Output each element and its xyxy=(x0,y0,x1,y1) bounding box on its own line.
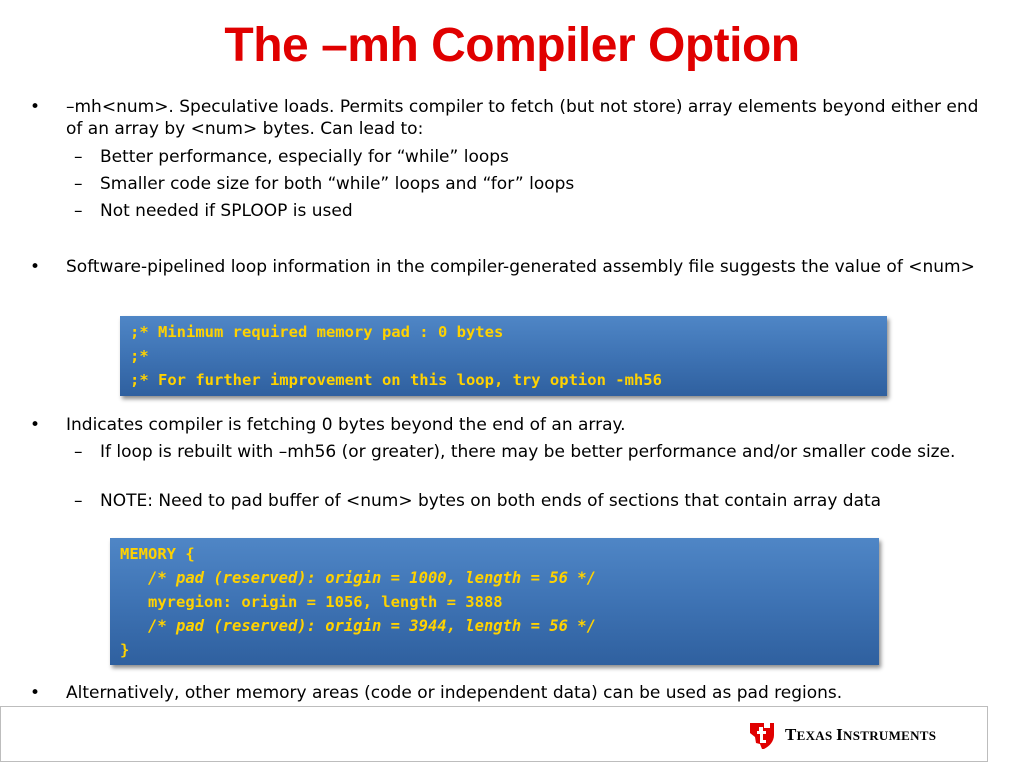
wordmark-part: T xyxy=(785,725,797,744)
code-line: ;* For further improvement on this loop, try option -mh56 xyxy=(130,371,662,389)
wordmark-part: EXAS xyxy=(796,728,837,743)
bullet-text: Software-pipelined loop information in the compiler-generated assembly file suggests the value of <num> xyxy=(66,257,975,277)
sub-dash: – xyxy=(74,174,83,194)
texas-instruments-logo-icon xyxy=(746,719,778,751)
sub-dash: – xyxy=(74,491,83,511)
wordmark-part: NSTRUMENTS xyxy=(843,728,937,743)
sub-text: Not needed if SPLOOP is used xyxy=(100,201,353,221)
sub-dash: – xyxy=(74,147,83,167)
code-line: /* pad (reserved): origin = 3944, length = 56 */ xyxy=(120,617,596,635)
sub-text: NOTE: Need to pad buffer of <num> bytes on both ends of sections that contain array data xyxy=(100,491,882,511)
bullet-text: Indicates compiler is fetching 0 bytes beyond the end of an array. xyxy=(66,415,626,435)
code-line: MEMORY { xyxy=(120,545,195,563)
code-line: ;* xyxy=(130,347,149,365)
bullet-dot: • xyxy=(30,683,41,703)
wordmark-part: I xyxy=(836,725,843,744)
code-line: myregion: origin = 1056, length = 3888 xyxy=(120,593,503,611)
code-line: /* pad (reserved): origin = 1000, length = 56 */ xyxy=(120,569,596,587)
sub-dash: – xyxy=(74,442,83,462)
bullet-text: Alternatively, other memory areas (code or independent data) can be used as pad regions. xyxy=(66,683,843,703)
bullet-text: –mh<num>. Speculative loads. Permits compiler to fetch (but not store) array elements beyond either end of an array by <num> bytes. Can lead to: xyxy=(66,97,979,139)
bullet-dot: • xyxy=(30,257,41,277)
sub-text: If loop is rebuilt with –mh56 (or greater), there may be better performance and/or smaller code size. xyxy=(100,442,956,462)
sub-text: Smaller code size for both “while” loops and “for” loops xyxy=(100,174,575,194)
bullet-dot: • xyxy=(30,415,41,435)
slide-footer xyxy=(0,706,988,762)
code-block-loop-info xyxy=(120,316,887,396)
bullet-dot: • xyxy=(30,97,41,117)
sub-text: Better performance, especially for “while” loops xyxy=(100,147,509,167)
slide-title: The –mh Compiler Option xyxy=(224,19,800,72)
sub-dash: – xyxy=(74,201,83,221)
code-line: } xyxy=(120,641,130,659)
code-line: ;* Minimum required memory pad : 0 bytes xyxy=(130,323,504,341)
code-block-memory-map xyxy=(110,538,879,665)
texas-instruments-wordmark xyxy=(785,725,936,745)
